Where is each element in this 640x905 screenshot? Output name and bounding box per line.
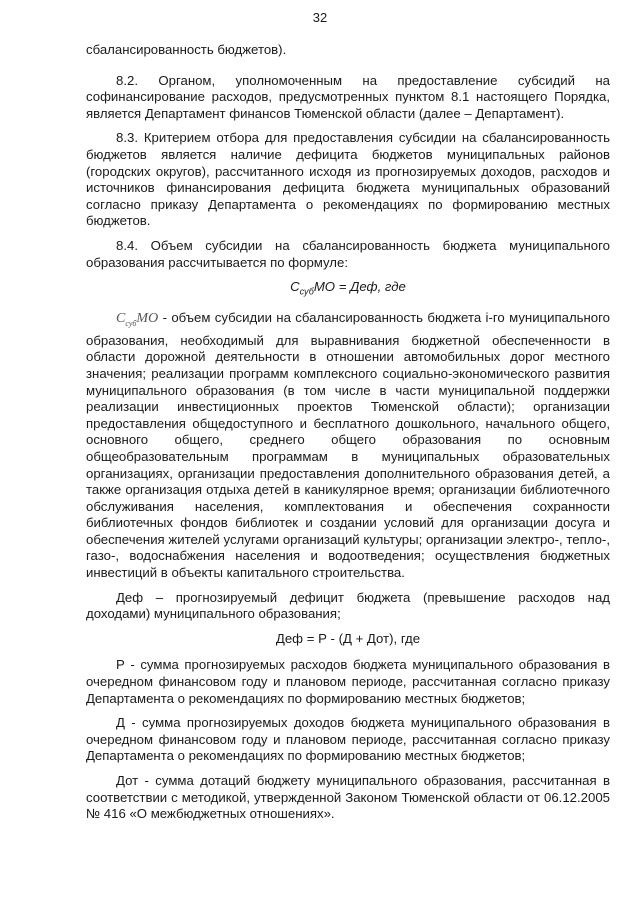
paragraph-8-2: 8.2. Органом, уполномоченным на предоставление субсидий на софинансирование расходов, предусмотренных пунктом 8.1 настоящего Порядка, является Департамент финансов Тюменской области (далее – Департамент). — [86, 72, 610, 121]
formula-deficit: Деф = Р - (Д + Дот), где — [275, 630, 421, 646]
page-number: 32 — [312, 10, 328, 25]
subsidy-symbol: $C_{суб}МО$ — [116, 311, 159, 329]
formula-subsidy — [86, 279, 610, 300]
subsidy-definition-text: - объем субсидии на сбалансированность бюджета i-го муниципального образования, необходимый для выравнивания бюджетной обеспеченности в области дорожной деятельности в отношении автомобильных дорог местного значения; реализации программ комплексного социально-экономического развития муниципального образования (в том числе в части муниципальной поддержки реализации инвестиционных проектов Тюменской области); организации предоставления общедоступного и бесплатного дошкольного, начального общего, основного общего, среднего общего образования по основным общеобразовательным программам в муниципальных образовательных организациях, организации предоставления дополнительного образования детей, а также организация отдыха детей в каникулярное время; организации библиотечного обслуживания населения, комплектования и обеспечения сохранности библиотечных фондов библиотек и создании условий для организации досуга и обеспечения жителей услугами организаций культуры; организации электро-, тепло-, газо-, водоснабжения населения и водоотведения; осуществления бюджетных инвестиций в объекты капитального строительства. — [86, 310, 610, 581]
document-body — [86, 42, 610, 831]
paragraph-deficit: Деф – прогнозируемый дефицит бюджета (превышение расходов над доходами) муниципального образования; — [86, 589, 610, 622]
paragraph-8-3: 8.3. Критерием отбора для предоставления субсидии на сбалансированность бюджетов является наличие дефицита бюджетов муниципальных районов (городских округов), рассчитанного исходя из прогнозируемых доходов, расходов и источников финансирования дефицита бюджета муниципальных образований согласно приказу Департамента о рекомендациях по формированию местных бюджетов. — [86, 130, 610, 229]
paragraph-continuation: сбалансированность бюджетов). — [86, 42, 287, 57]
paragraph-revenues: Д - сумма прогнозируемых доходов бюджета муниципального образования в очередном финансовом году и плановом периоде, рассчитанная согласно приказу Департамента о рекомендациях по формированию местных бюджетов; — [86, 715, 610, 764]
paragraph-subsidy-definition — [86, 310, 610, 581]
paragraph-8-4: 8.4. Объем субсидии на сбалансированность бюджета муниципального образования рассчитывается по формуле: — [86, 237, 610, 270]
formula-symbol: С — [290, 279, 300, 295]
paragraph-grants: Дот - сумма дотаций бюджету муниципального образования, рассчитанная в соответствии с методикой, утвержденной Законом Тюменской области от 06.12.2005 № 416 «О межбюджетных отношениях». — [86, 773, 610, 822]
formula-rest: МО = Деф, где — [313, 279, 406, 295]
paragraph-expenses: Р - сумма прогнозируемых расходов бюджета муниципального образования в очередном финансовом году и плановом периоде, рассчитанная согласно приказу Департамента о рекомендациях по формированию местных бюджетов; — [86, 657, 610, 706]
formula-subscript: суб — [299, 286, 314, 297]
